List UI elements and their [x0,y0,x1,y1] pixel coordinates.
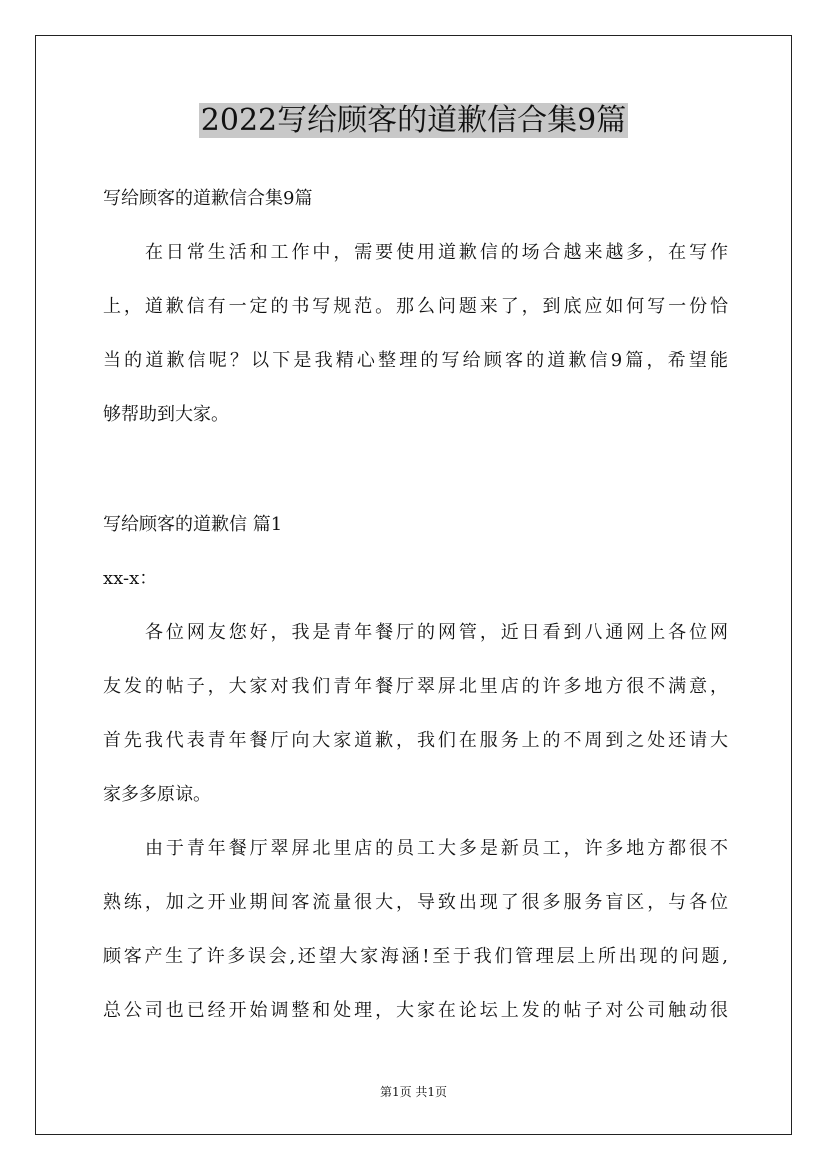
paragraph-line: 友发的帖子，大家对我们青年餐厅翠屏北里店的许多地方很不满意， [103,676,728,697]
paragraph-line: 熟练，加之开业期间客流量很大，导致出现了很多服务盲区，与各位 [103,892,728,913]
paragraph-line: 由于青年餐厅翠屏北里店的员工大多是新员工，许多地方都很不 [145,838,728,859]
intro-paragraph [103,226,728,442]
paragraph-line: 家多多原谅。 [103,784,211,805]
document-title [0,98,827,144]
document-subtitle: 写给顾客的道歉信合集9篇 [103,188,313,209]
paragraph-line: 顾客产生了许多误会,还望大家海涵!至于我们管理层上所出现的问题, [103,946,728,967]
section-spacer [103,442,728,498]
intro-line: 够帮助到大家。 [103,404,229,425]
document-body [103,172,728,1038]
letter-paragraph-2 [103,822,728,1038]
paragraph-line: 总公司也已经开始调整和处理，大家在论坛上发的帖子对公司触动很 [103,1000,728,1021]
paragraph-line: 各位网友您好，我是青年餐厅的网管，近日看到八通网上各位网 [145,622,728,643]
paragraph-line: 首先我代表青年餐厅向大家道歉，我们在服务上的不周到之处还请大 [103,730,728,751]
page-footer: 第1页 共1页 [379,1085,448,1099]
salutation: xx-x： [103,568,158,589]
letter-paragraph-1 [103,606,728,822]
intro-line: 上，道歉信有一定的书写规范。那么问题来了，到底应如何写一份恰 [103,296,728,317]
section-heading: 写给顾客的道歉信 篇1 [103,514,283,535]
document-title-text: 2022写给顾客的道歉信合集9篇 [200,103,627,138]
intro-line: 在日常生活和工作中，需要使用道歉信的场合越来越多，在写作 [145,242,728,263]
intro-line: 当的道歉信呢？以下是我精心整理的写给顾客的道歉信9篇，希望能 [103,350,728,371]
